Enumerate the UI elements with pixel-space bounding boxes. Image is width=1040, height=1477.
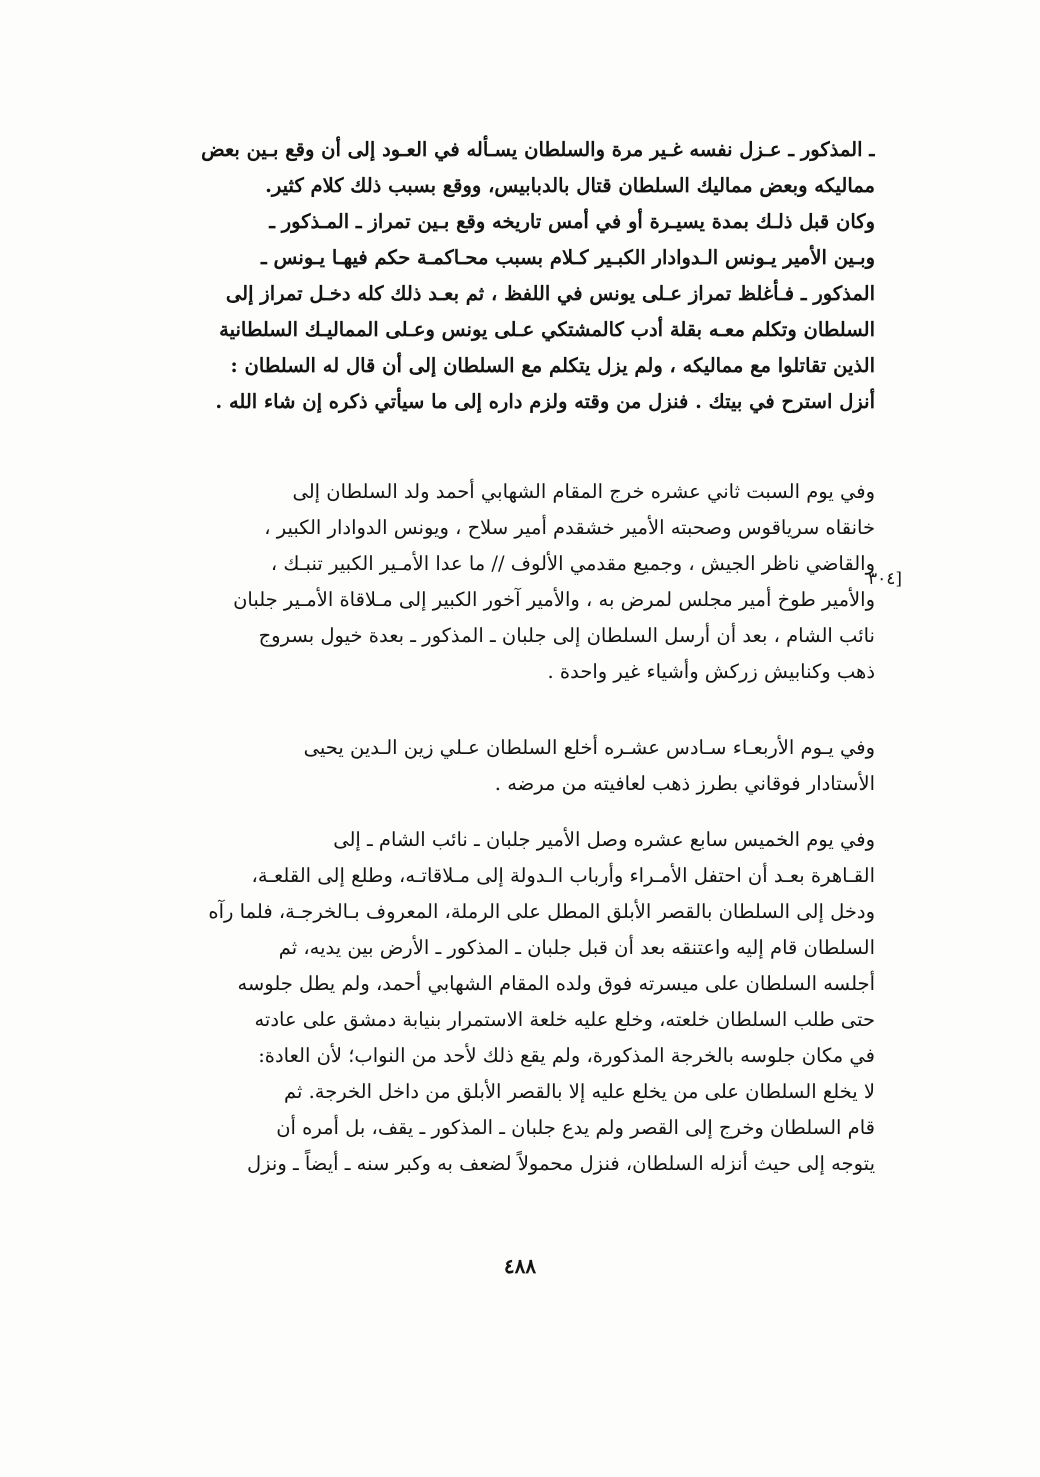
text-line: ـ المذكور ـ عـزل نفسه غـير مرة والسلطان يسـأله في العـود إلى أن وقع بـين بعض xyxy=(201,138,875,161)
text-line: المذكور ـ فـأغلظ تمراز عـلى يونس في اللفظ ، ثم بعـد ذلك كله دخـل تمراز إلى xyxy=(225,282,875,305)
text-line: وفي يوم الخميس سابع عشره وصل الأمير جلبان ـ نائب الشام ـ إلى xyxy=(333,828,875,851)
text-line: السلطان قام إليه واعتنقه بعد أن قبل جلبان ـ المذكور ـ الأرض بين يديه، ثم xyxy=(278,936,875,959)
text-line: أجلسه السلطان على ميسرته فوق ولده المقام الشهابي أحمد، ولم يطل جلوسه xyxy=(237,972,875,995)
text-line: خانقاه سرياقوس وصحبته الأمير خشقدم أمير سلاح ، ويونس الدوادار الكبير ، xyxy=(264,516,875,539)
text-line: أنزل استرح في بيتك . فنزل من وقته ولزم داره إلى ما سيأتي ذكره إن شاء الله . xyxy=(215,390,875,413)
text-line: حتى طلب السلطان خلعته، وخلع عليه خلعة الاستمرار بنيابة دمشق على عادته xyxy=(254,1008,875,1031)
page-number: ٤٨٨ xyxy=(503,1254,537,1278)
paragraph-2 xyxy=(150,474,875,690)
text-line: القـاهرة بعـد أن احتفل الأمـراء وأرباب الـدولة إلى مـلاقاتـه، وطلع إلى القلعـة، xyxy=(251,864,875,887)
paragraph-3 xyxy=(150,730,875,802)
text-line: وبـين الأمير يـونس الـدوادار الكبـير كـلام بسبب محـاكمـة حكم فيهـا يـونس ـ xyxy=(261,246,875,269)
text-line: مماليكه وبعض مماليك السلطان قتال بالدبابيس، ووقع بسبب ذلك كلام كثير. xyxy=(265,174,875,197)
paragraph-4 xyxy=(150,822,875,1182)
text-line: وكان قبل ذلـك بمدة يسيـرة أو في أمس تاريخه وقع بـين تمراز ـ المـذكور ـ xyxy=(269,210,875,233)
text-line: وفي يـوم الأربعـاء سـادس عشـره أخلع السلطان عـلي زين الـدين يحيى xyxy=(303,736,875,759)
text-line: وفي يوم السبت ثاني عشره خرج المقام الشهابي أحمد ولد السلطان إلى xyxy=(292,480,875,503)
text-line: نائب الشام ، بعد أن أرسل السلطان إلى جلبان ـ المذكور ـ بعدة خيول بسروج xyxy=(258,624,875,647)
text-line: في مكان جلوسه بالخرجة المذكورة، ولم يقع ذلك لأحد من النواب؛ لأن العادة: xyxy=(258,1044,875,1067)
text-line: السلطان وتكلم معـه بقلة أدب كالمشتكي عـلى يونس وعـلى المماليـك السلطانية xyxy=(219,318,875,341)
text-line: الأستادار فوقاني بطرز ذهب لعافيته من مرضه . xyxy=(494,772,875,795)
margin-folio-note: [٣٠٤ xyxy=(868,569,903,589)
text-line: لا يخلع السلطان على من يخلع عليه إلا بالقصر الأبلق من داخل الخرجة. ثم xyxy=(283,1080,875,1103)
text-line: والقاضي ناظر الجيش ، وجميع مقدمي الألوف // ما عدا الأمـير الكبير تنبـك ، xyxy=(270,552,875,575)
text-line: ذهب وكنابيش زركش وأشياء غير واحدة . xyxy=(547,660,875,683)
text-line: ودخل إلى السلطان بالقصر الأبلق المطل على الرملة، المعروف بـالخرجـة، فلما رآه xyxy=(208,900,875,923)
text-line: يتوجه إلى حيث أنزله السلطان، فنزل محمولاً لضعف به وكبر سنه ـ أيضاً ـ ونزل xyxy=(246,1152,875,1175)
paragraph-1 xyxy=(150,132,875,420)
text-line: والأمير طوخ أمير مجلس لمرض به ، والأمير آخور الكبير إلى مـلاقاة الأمـير جلبان xyxy=(233,588,875,611)
text-line: الذين تقاتلوا مع مماليكه ، ولم يزل يتكلم مع السلطان إلى أن قال له السلطان : xyxy=(230,354,875,377)
text-line: قام السلطان وخرج إلى القصر ولم يدع جلبان ـ المذكور ـ يقف، بل أمره أن xyxy=(276,1116,875,1139)
